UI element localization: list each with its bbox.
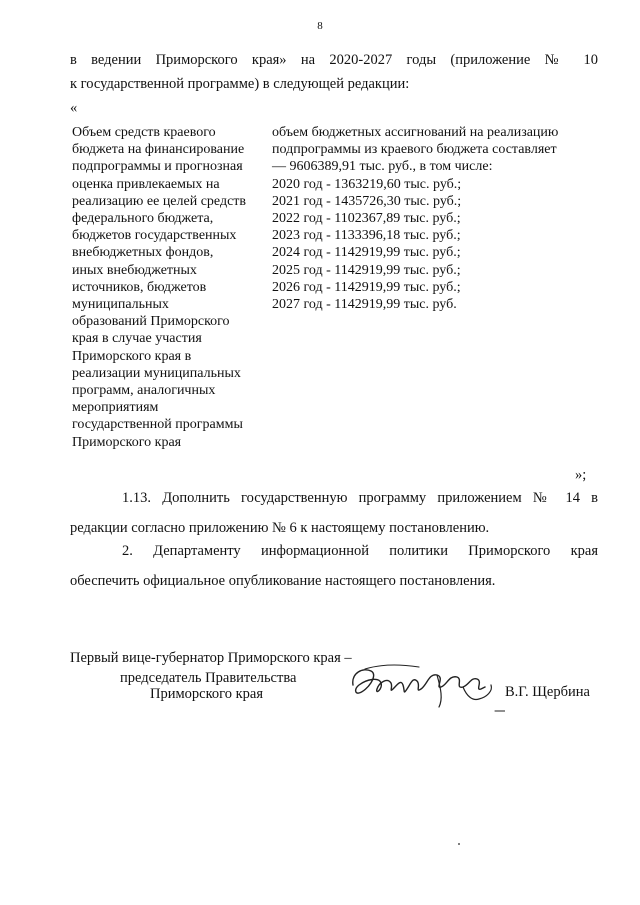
left-line: Приморского края в [72,348,192,364]
left-line: Приморского края [72,434,182,450]
signatory-title-line-1: Первый вице-губернатор Приморского края – [70,650,352,666]
left-line: государственной программы [72,417,243,433]
left-line: Объем средств краевого [72,125,216,140]
closing-quote: »; [575,467,587,483]
right-line: 2021 год - 1435726,30 тыс. руб.; [272,193,462,209]
left-line: муниципальных [72,297,169,313]
item-1-13-line-2: редакции согласно приложению № 6 к настоящему постановлению. [70,520,490,536]
left-line: федерального бюджета, [72,211,214,227]
table-left-column [72,124,268,451]
right-line: 2026 год - 1142919,99 тыс. руб.; [272,279,461,295]
scan-speck [458,843,460,845]
left-line: внебюджетных фондов, [72,245,214,261]
right-line: подпрограммы из краевого бюджета составляет [272,142,557,158]
opening-quote: « [70,100,78,116]
item-2-paragraph [70,540,598,592]
right-line: 2020 год - 1363219,60 тыс. руб.; [272,176,462,192]
left-line: мероприятиям [72,400,159,416]
left-line: источников, бюджетов [72,279,207,295]
left-line: реализации муниципальных [72,365,241,381]
left-line: бюджета на финансирование [72,142,245,158]
right-line: 2027 год - 1142919,99 тыс. руб. [272,297,457,313]
left-line: программ, аналогичных [72,383,216,399]
signatory-title-line-2: председатель Правительства [120,670,297,686]
signatory-name: В.Г. Щербина [505,684,590,700]
right-line: объем бюджетных ассигнований на реализацию [272,125,559,140]
left-line: образований Приморского [72,314,230,330]
table-right-column [272,124,597,313]
item-1-13-line-1: 1.13. Дополнить государственную программу приложением № 14 в [122,490,598,506]
right-line: 2024 год - 1142919,99 тыс. руб.; [272,245,461,261]
intro-line-1: в ведении Приморского края» на 2020-2027 годы (приложение № 10 [70,52,598,68]
handwritten-signature [345,655,505,715]
left-line: оценка привлекаемых на [72,176,220,192]
left-line: подпрограммы и прогнозная [72,159,243,175]
left-line: иных внебюджетных [72,262,197,278]
item-2-line-1: 2. Департаменту информационной политики Приморского края [122,543,598,559]
right-line: 2022 год - 1102367,89 тыс. руб.; [272,211,461,227]
left-line: реализацию ее целей средств [72,193,247,209]
left-line: бюджетов государственных [72,228,237,244]
right-line: — 9606389,91 тыс. руб., в том числе: [272,159,493,175]
item-2-line-2: обеспечить официальное опубликование настоящего постановления. [70,573,496,589]
right-line: 2025 год - 1142919,99 тыс. руб.; [272,262,461,278]
item-1-13-paragraph [70,487,598,539]
left-line: края в случае участия [72,331,202,347]
intro-paragraph [70,49,598,95]
right-line: 2023 год - 1133396,18 тыс. руб.; [272,228,461,244]
intro-line-2: к государственной программе) в следующей редакции: [70,76,410,92]
signatory-title-line-3: Приморского края [150,686,264,702]
page-number: 8 [317,20,323,32]
